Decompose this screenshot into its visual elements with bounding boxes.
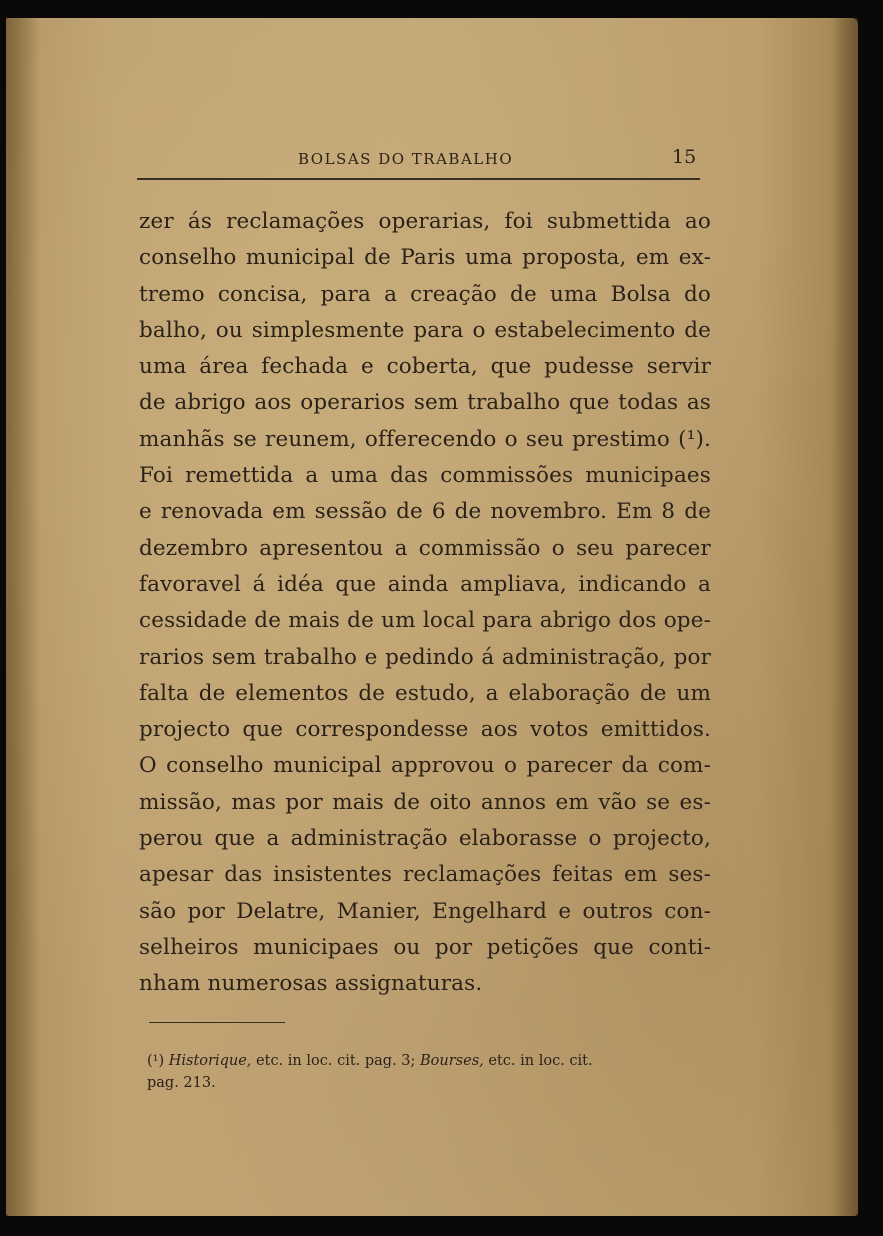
footnote-work-title-2: Bourses, — [420, 1053, 484, 1069]
book-page — [6, 18, 858, 1216]
footnote-line-2: pag. 213. — [147, 1075, 216, 1091]
body-line: Foi remettida a uma das commissões municipaes — [139, 463, 711, 489]
body-line: apesar das insistentes reclamações feitas em ses- — [139, 862, 711, 888]
page-number: 15 — [672, 146, 697, 168]
body-line: e renovada em sessão de 6 de novembro. Em 8 de — [139, 499, 711, 525]
body-line: rarios sem trabalho e pedindo á administração, por — [139, 644, 711, 670]
body-line: selheiros municipaes ou por petições que conti- — [139, 934, 711, 960]
body-line-last: nham numerosas assignaturas. — [139, 971, 483, 997]
footnote-citation: etc. in loc. cit. pag. 3; — [251, 1053, 421, 1069]
footnote-rule — [149, 1022, 285, 1023]
running-head-title: BOLSAS DO TRABALHO — [298, 150, 514, 168]
body-line: missão, mas por mais de oito annos em vão se es- — [139, 789, 711, 815]
body-line: cessidade de mais de um local para abrigo dos ope- — [139, 608, 711, 634]
body-line: manhãs se reunem, offerecendo o seu prestimo (¹). — [139, 426, 711, 452]
body-line: falta de elementos de estudo, a elaboração de um — [139, 680, 711, 706]
footnote — [147, 1050, 725, 1094]
body-text — [139, 204, 711, 1003]
body-line: tremo concisa, para a creação de uma Bolsa do — [139, 281, 711, 307]
body-line: de abrigo aos operarios sem trabalho que todas as — [139, 390, 711, 416]
body-line: dezembro apresentou a commissão o seu parecer — [139, 535, 711, 561]
footnote-citation-2: etc. in loc. cit. — [483, 1053, 593, 1069]
body-line: são por Delatre, Manier, Engelhard e outros con- — [139, 898, 711, 924]
footnote-marker: (¹) — [147, 1053, 165, 1069]
running-head — [6, 148, 858, 172]
body-line: uma área fechada e coberta, que pudesse servir — [139, 354, 711, 380]
header-rule — [137, 178, 700, 180]
footnote-work-title: Historique, — [168, 1053, 252, 1069]
body-line: favoravel á idéa que ainda ampliava, indicando a — [139, 571, 711, 597]
body-line: O conselho municipal approvou o parecer da com- — [139, 753, 711, 779]
body-line: conselho municipal de Paris uma proposta, em ex- — [139, 245, 711, 271]
body-line: perou que a administração elaborasse o projecto, — [139, 826, 711, 852]
body-line: balho, ou simplesmente para o estabelecimento de — [139, 317, 711, 343]
body-line: zer ás reclamações operarias, foi submettida ao — [139, 209, 711, 234]
footnote-line-1 — [147, 1050, 725, 1072]
body-line: projecto que correspondesse aos votos emittidos. — [139, 717, 711, 743]
